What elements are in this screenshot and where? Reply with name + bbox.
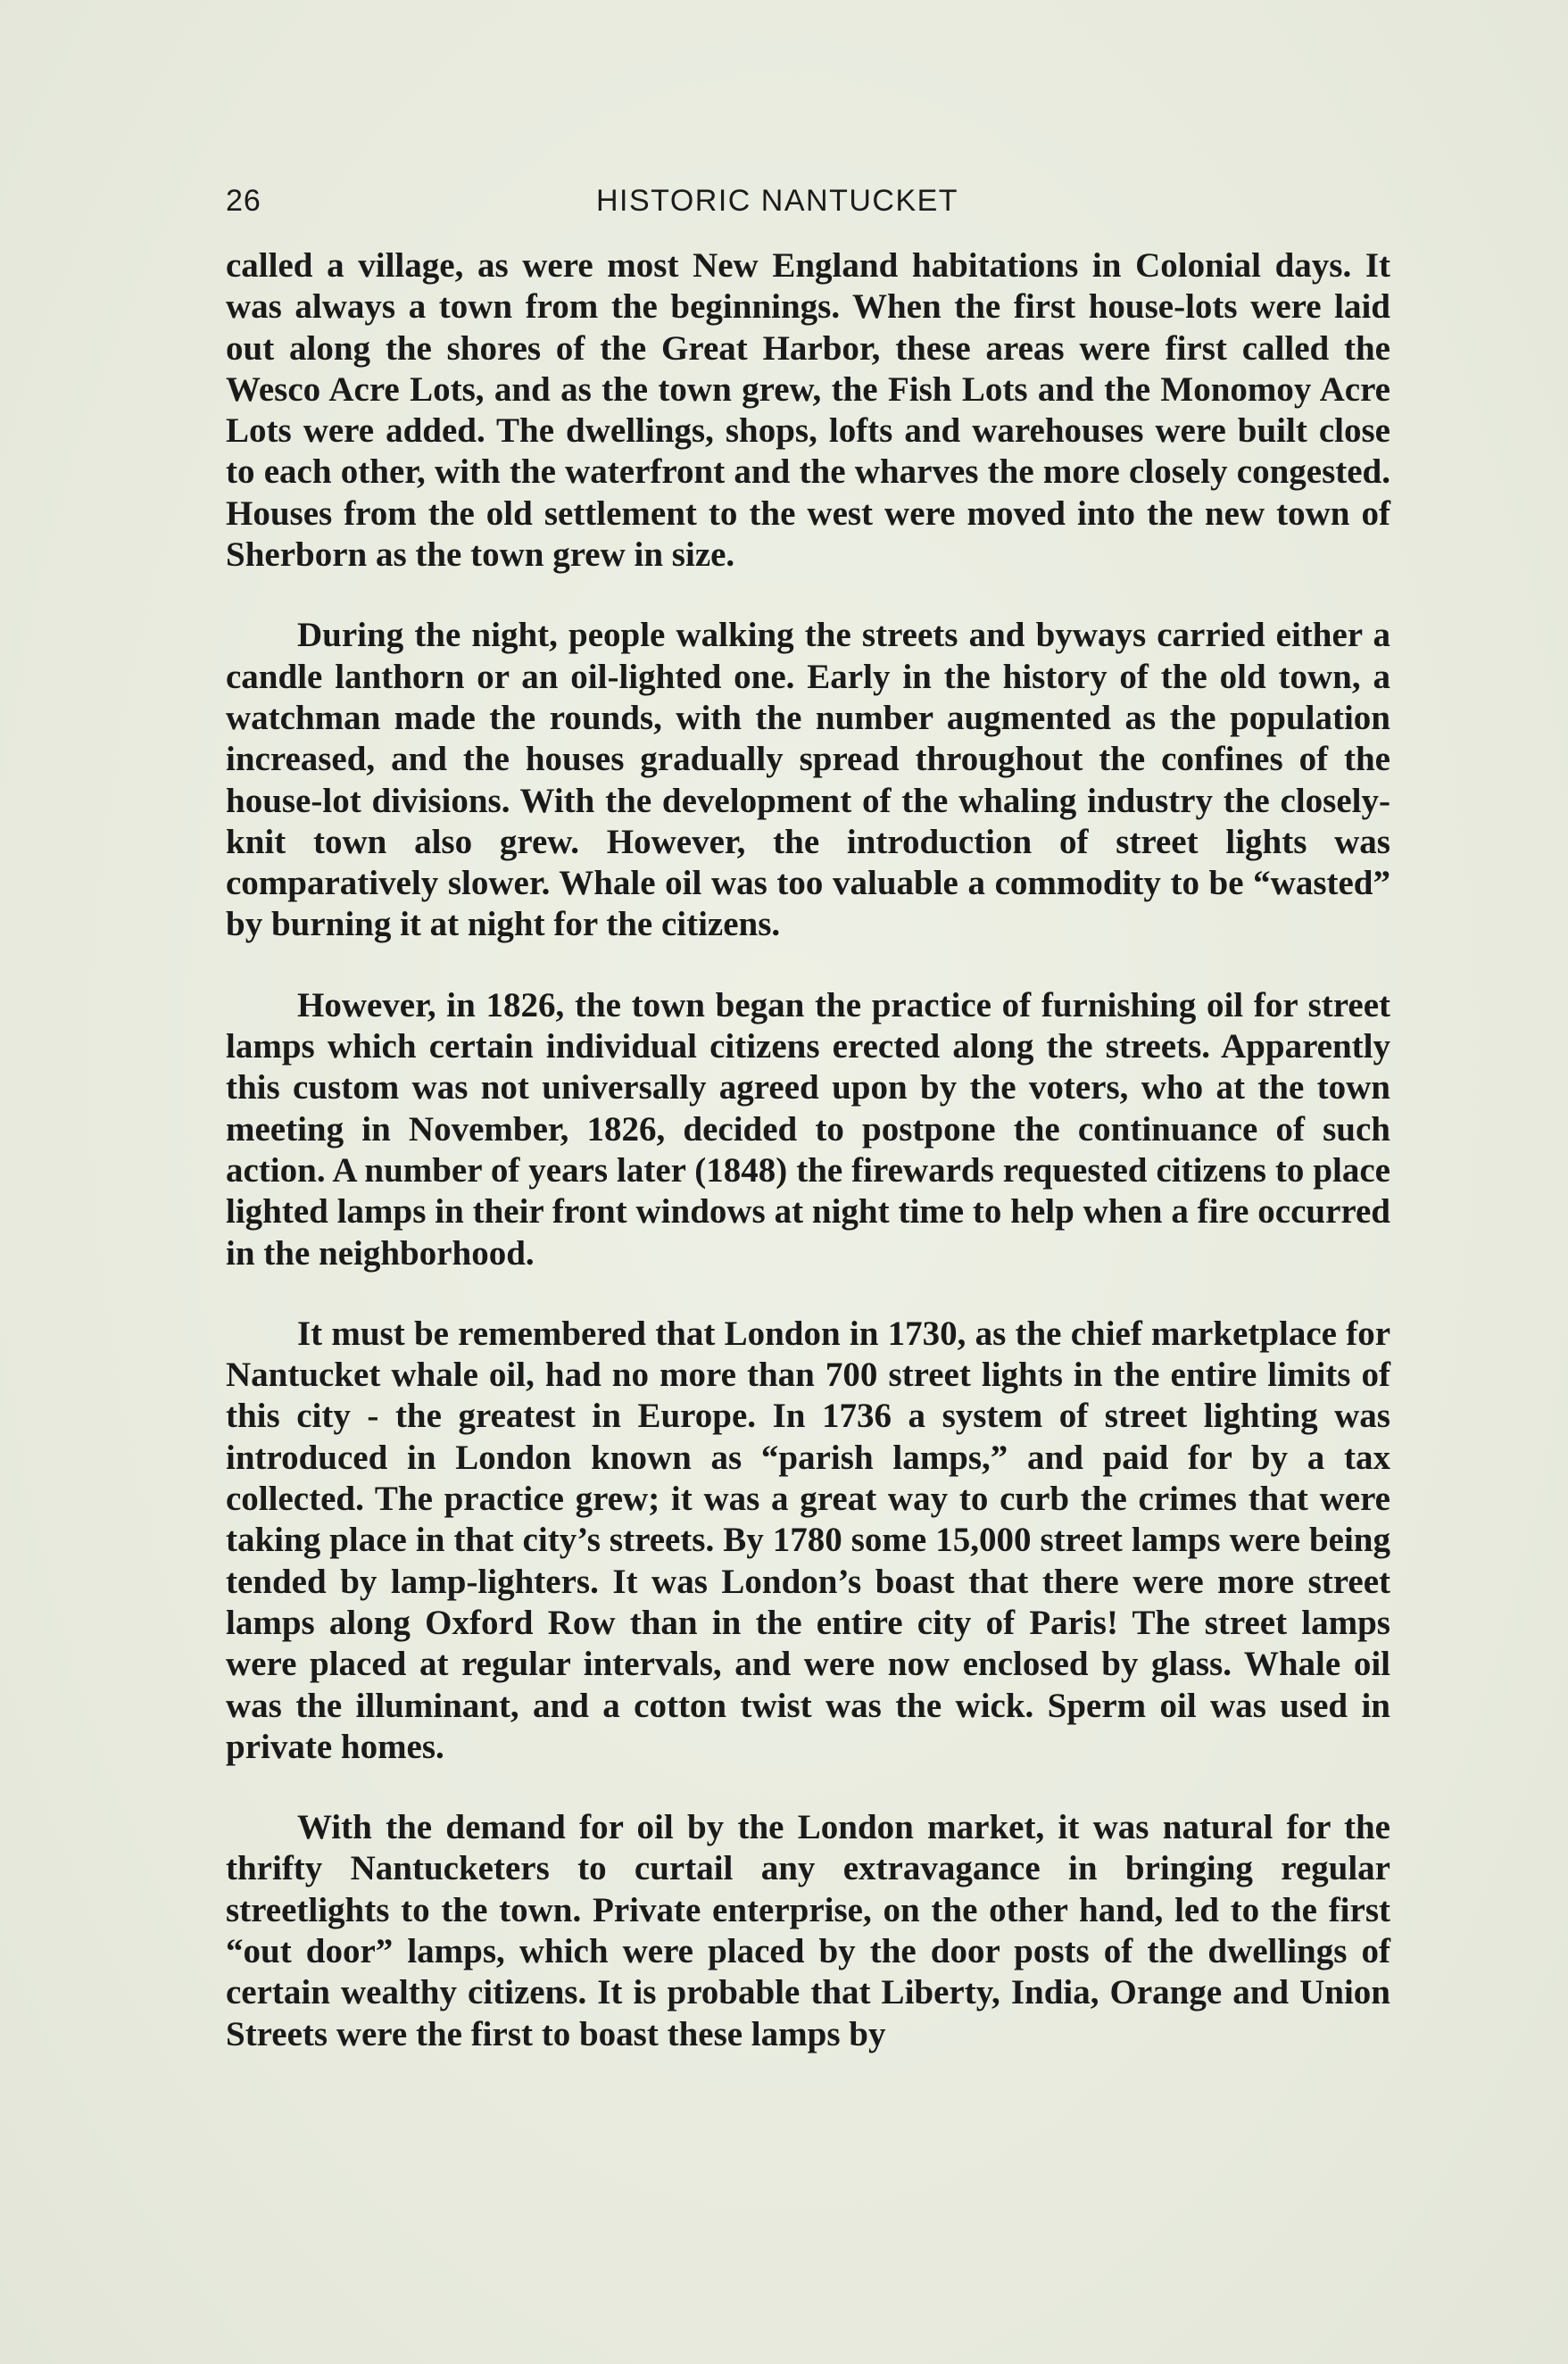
running-title: HISTORIC NANTUCKET xyxy=(596,184,959,218)
page-header xyxy=(226,184,1386,228)
body-text xyxy=(226,245,1390,2094)
paragraph: With the demand for oil by the London market, it was natural for the thrifty Nantucketers to curtail any extravagance in bringing regular streetlights to the town. Private enterprise, on the other hand, led to the first “out door” lamps, which were placed by the door posts of the dwellings of certain wealthy citizens. It is probable that Liberty, India, Orange and Union Streets were the first to boast these lamps by xyxy=(226,1808,1390,2053)
paragraph: It must be remembered that London in 1730, as the chief marketplace for Nantucket whale oil, had no more than 700 street lights in the entire limits of this city - the greatest in Europe. In 1736 a system of street lighting was introduced in London known as “parish lamps,” and paid for by a tax collected. The practice grew; it was a great way to curb the crimes that were taking place in that city’s streets. By 1780 some 15,000 street lamps were being tended by lamp-lighters. It was London’s boast that there were more street lamps along Oxford Row than in the entire city of Paris! The street lamps were placed at regular intervals, and were now enclosed by glass. Whale oil was the illuminant, and a cotton twist was the wick. Sperm oil was used in private homes. xyxy=(226,1314,1390,1766)
paragraph: called a village, as were most New England habitations in Colonial days. It was always a town from the beginnings. When the first house-lots were laid out along the shores of the Great Harbor, these areas were first called the Wesco Acre Lots, and as the town grew, the Fish Lots and the Monomoy Acre Lots were added. The dwellings, shops, lofts and warehouses were built close to each other, with the waterfront and the wharves the more closely congested. Houses from the old settlement to the west were moved into the new town of Sherborn as the town grew in size. xyxy=(226,246,1390,575)
page-number: 26 xyxy=(226,184,261,218)
paragraph: During the night, people walking the streets and byways carried either a candle lanthorn or an oil-lighted one. Early in the history of the old town, a watchman made the rounds, with the number augmented as the population increased, and the houses gradually spread throughout the confines of the house-lot divisions. With the development of the whaling industry the closely-knit town also grew. However, the introduction of street lights was comparatively slower. Whale oil was too valuable a commodity to be “wasted” by burning it at night for the citizens. xyxy=(226,616,1390,944)
paragraph: However, in 1826, the town began the practice of furnishing oil for street lamps which certain individual citizens erected along the streets. Apparently this custom was not universally agreed upon by the voters, who at the town meeting in November, 1826, decided to postpone the continuance of such action. A number of years later (1848) the firewards requested citizens to place lighted lamps in their front windows at night time to help when a fire occurred in the neighborhood. xyxy=(226,985,1390,1273)
